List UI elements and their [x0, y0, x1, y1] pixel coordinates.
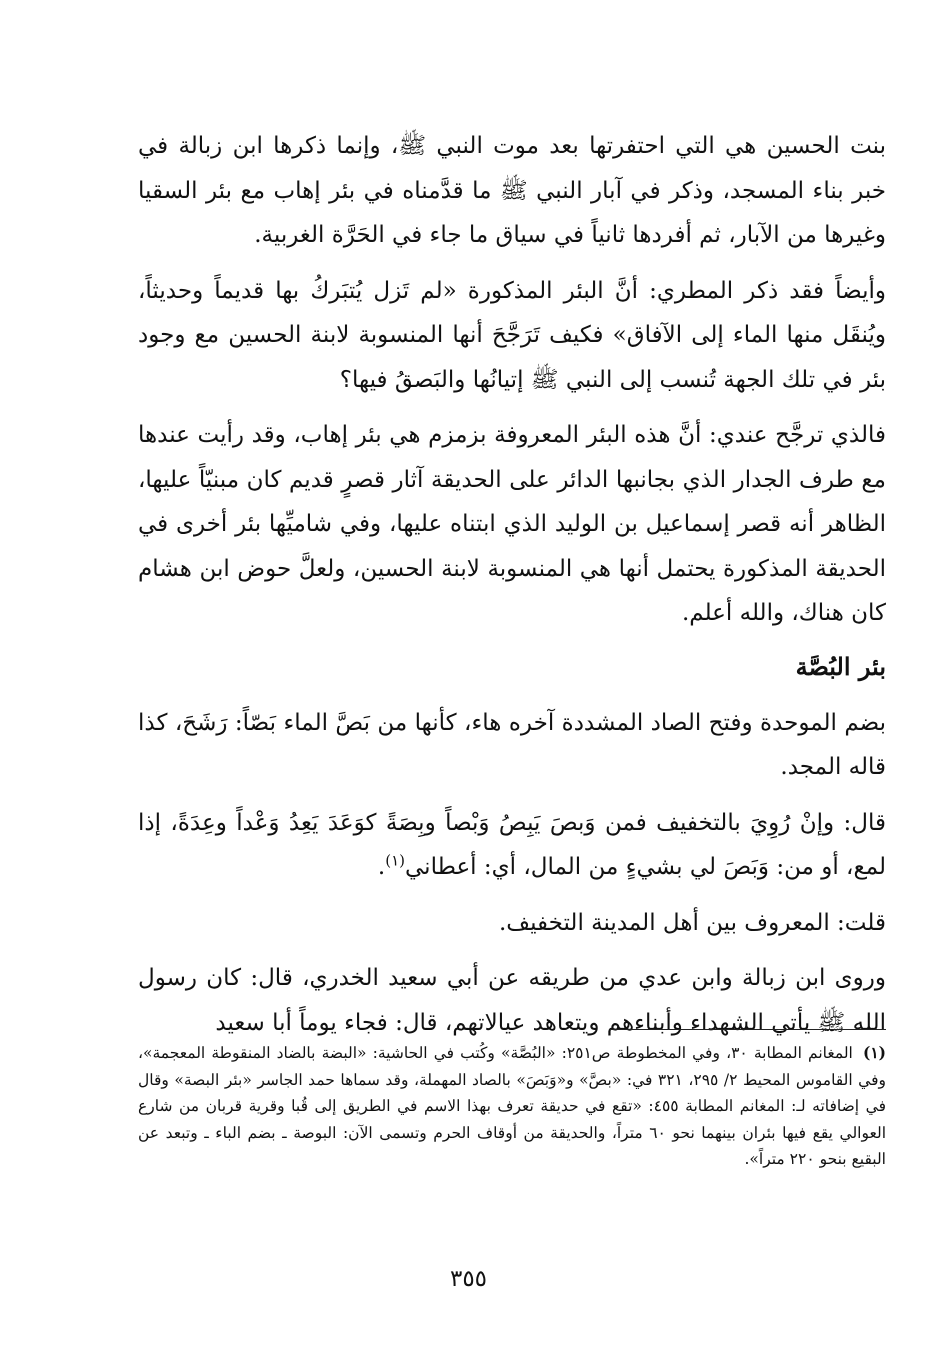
paragraph-4: بضم الموحدة وفتح الصاد المشددة آخره هاء، كأنها من بَصَّ الماء بَصّاً: رَشَحَ، كذا قاله المجد.: [138, 709, 886, 780]
footnote: [138, 1040, 886, 1173]
footnote-number: (١): [862, 1043, 886, 1062]
main-text: [138, 124, 886, 1056]
footnote-text: المغانم المطابة ٣٠، وفي المخطوطة ص٢٥١: «البُصَّة» وكُتب في الحاشية: «البضة بالضاد المنقوطة المعجمة»، وفي القاموس المحيط ٢/ ٢٩٥، ٣٢١ في: «بصَّ» و«وَبَصَ» بالصاد المهملة، وقد سماها حمد الجاسر «بئر البصة» وقال في إضافاته لـ: المغانم المطابة ٤٥٥: «تقع في حديقة تعرف بهذا الاسم في الطريق إلى قُبا وقرية قربان من شارع العوالي يقع فيها بئران بينهما نحو ٦٠ متراً، والحديقة من أوقاف الحرم وتسمى الآن: البوصة ـ بضم الباء ـ وتبعد عن البقيع بنحو ٢٢٠ متراً».: [138, 1044, 886, 1168]
paragraph-5-text: قال: وإنْ رُوِيَ بالتخفيف فمن وَبصَ يَبِصُ وَبْصاً وبِصَةً كوَعَدَ يَعِدُ وَعْداً وعِدَةً، إذا لمع، أو من: وَبَصَ لي بشيءٍ من المال، أي: أعطاني: [138, 809, 886, 880]
paragraph-1: بنت الحسين هي التي احتفرتها بعد موت النبي ﷺ، وإنما ذكرها ابن زبالة في خبر بناء المسجد، وذكر في آبار النبي ﷺ ما قدَّمناه في بئر إهاب مع بئر السقيا وغيرها من الآبار، ثم أفردها ثانياً في سياق ما جاء في الحَرَّة الغربية.: [138, 133, 886, 248]
paragraph-2: وأيضاً فقد ذكر المطري: أنَّ البئر المذكورة «لم تَزل يُتبَركُ بها قديماً وحديثاً، ويُنقَل منها الماء إلى الآفاق» فكيف تَرَجَّحَ أنها المنسوبة لابنة الحسين مع وجود بئر في تلك الجهة تُنسب إلى النبي ﷺ إتيانُها والبَصقُ فيها؟: [138, 277, 886, 393]
paragraph-6: قلت: المعروف بين أهل المدينة التخفيف.: [498, 909, 886, 936]
paragraph-5: [138, 801, 886, 890]
paragraph-3: فالذي ترجَّح عندي: أنَّ هذه البئر المعروفة بزمزم هي بئر إهاب، وقد رأيت عندها مع طرف الجدار الذي بجانبها الدائر على الحديقة آثار قصرٍ قديم كان مبنيّاً عليها، الظاهر أنه قصر إسماعيل بن الوليد الذي ابتناه عليها، وفي شاميِّها بئر أخرى في الحديقة المذكورة يحتمل أنها هي المنسوبة لابنة الحسين، ولعلَّ حوض ابن هشام كان هناك، والله أعلم.: [138, 422, 886, 626]
paragraph-5-end: .: [377, 854, 386, 880]
paragraph-7: وروى ابن زبالة وابن عدي من طريقه عن أبي سعيد الخدري، قال: كان رسول الله ﷺ يأتي الشهداء وأبناءهم ويتعاهد عيالاتهم، قال: فجاء يوماً أبا سعيد: [138, 965, 886, 1036]
footnote-separator: [610, 1029, 886, 1030]
footnote-reference[interactable]: (١): [385, 851, 406, 870]
section-heading: بئر البُصَّة: [795, 651, 886, 681]
page-number: ٣٥٥: [449, 1266, 488, 1292]
